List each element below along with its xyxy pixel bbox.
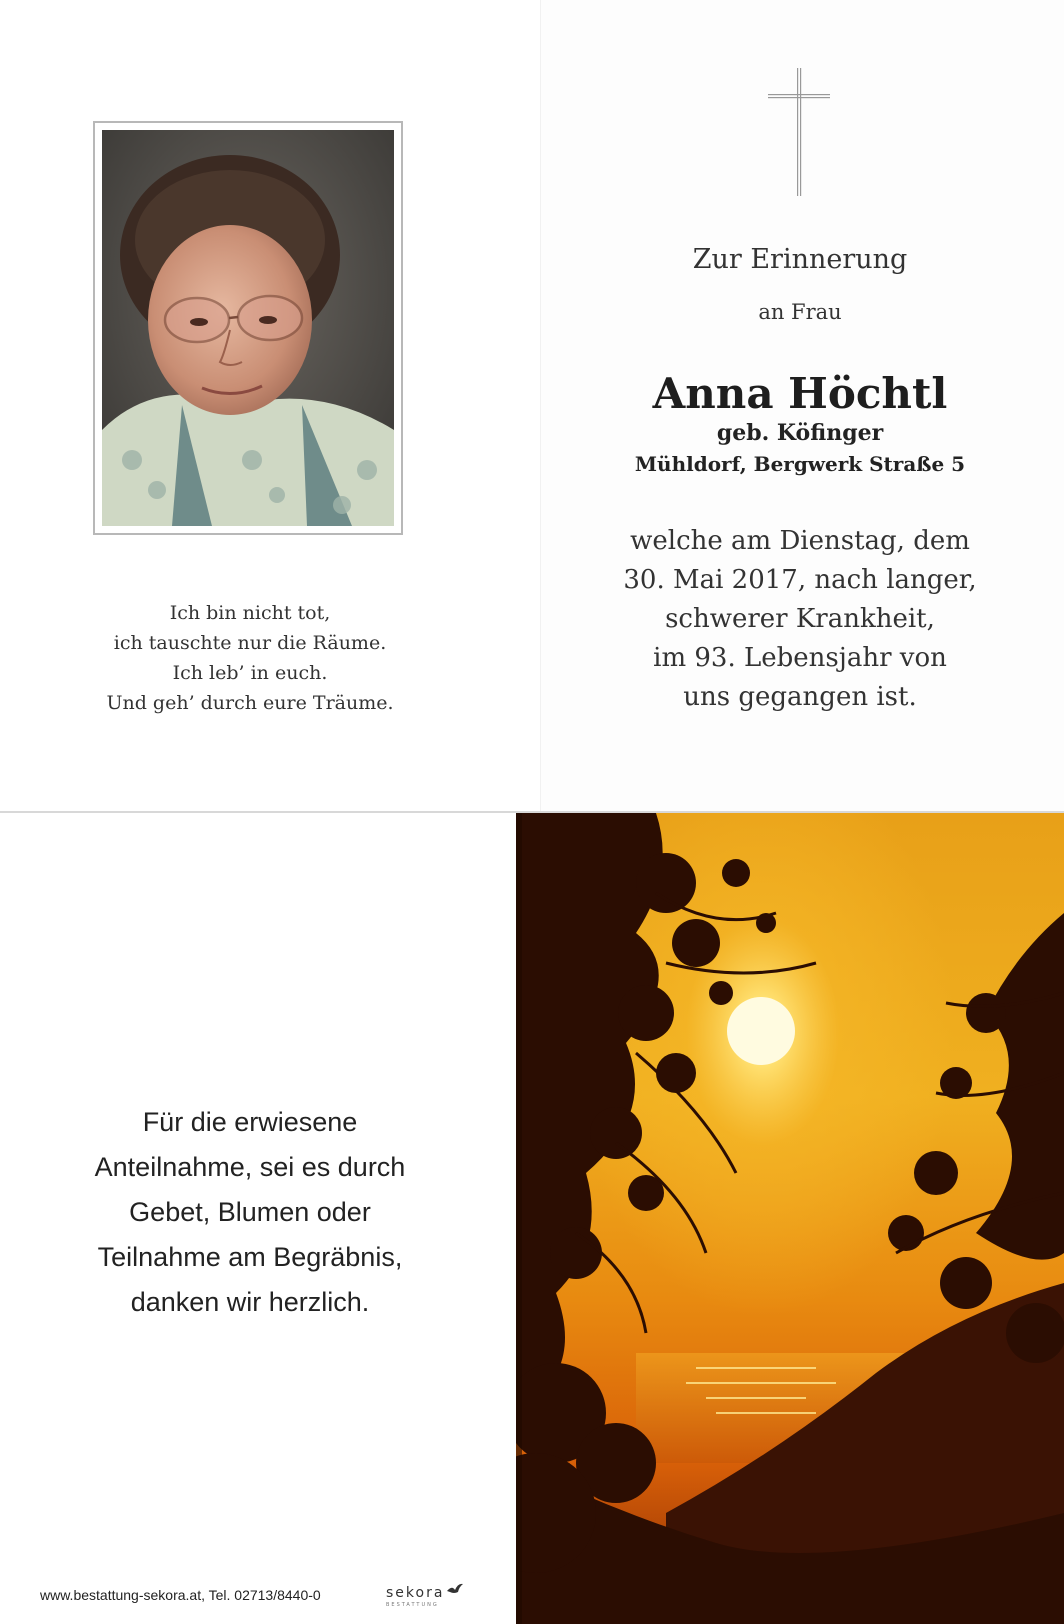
poem-line: Und geh’ durch eure Träume.: [106, 692, 394, 714]
portrait-frame: [93, 121, 403, 535]
poem: [60, 598, 440, 718]
death-message: [600, 522, 1000, 717]
poem-line: Ich leb’ in euch.: [172, 662, 328, 684]
poem-line: ich tauschte nur die Räume.: [113, 632, 387, 654]
bird-icon: [446, 1581, 464, 1595]
message-line: schwerer Krankheit,: [665, 604, 935, 634]
title: Zur Erinnerung: [692, 244, 908, 275]
thanks-line: Für die erwiesene: [142, 1107, 358, 1137]
message-line: 30. Mai 2017, nach langer,: [623, 565, 977, 595]
birth-name: geb. Köfinger: [716, 420, 884, 446]
thanks-line: Gebet, Blumen oder: [129, 1197, 371, 1227]
sunset-photo: [516, 813, 1064, 1624]
sekora-logo: [386, 1583, 462, 1611]
message-line: im 93. Lebensjahr von: [653, 643, 947, 673]
footer-contact: www.bestattung-sekora.at, Tel. 02713/8440-0: [40, 1587, 321, 1603]
thanks-text: [40, 1100, 460, 1325]
portrait-photo: [102, 130, 394, 526]
address: Mühldorf, Bergwerk Straße 5: [634, 452, 966, 476]
logo-text: sekora: [386, 1585, 445, 1601]
message-line: uns gegangen ist.: [683, 682, 917, 712]
deceased-name: Anna Höchtl: [652, 369, 948, 418]
thanks-line: danken wir herzlich.: [130, 1287, 370, 1317]
cross-icon: [764, 66, 834, 198]
message-line: welche am Dienstag, dem: [630, 526, 970, 556]
thanks-line: Teilnahme am Begräbnis,: [97, 1242, 403, 1272]
thanks-line: Anteilnahme, sei es durch: [94, 1152, 406, 1182]
logo-subtext: BESTATTUNG: [386, 1602, 439, 1608]
subtitle: an Frau: [758, 300, 842, 324]
poem-line: Ich bin nicht tot,: [169, 602, 331, 624]
